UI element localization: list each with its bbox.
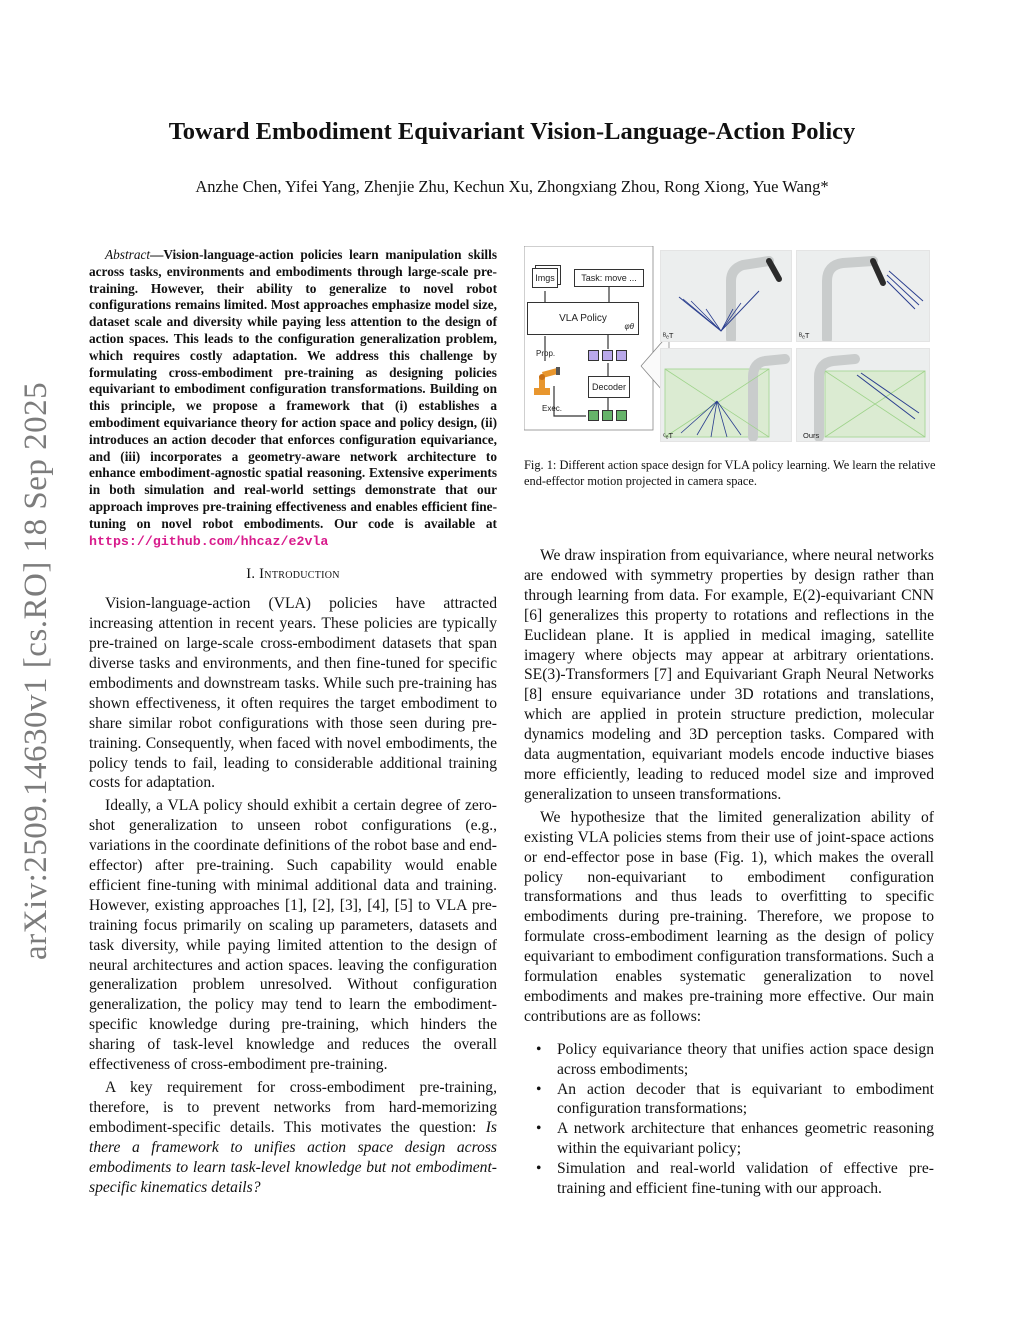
- robot-render: [797, 251, 930, 342]
- intro-paragraph-3-text: A key requirement for cross-embodiment pre-training, therefore, is to prevent networks from hard-memorizing embodiment-specific details. This motivates the question:: [89, 1079, 497, 1136]
- exec-label: Exec.: [542, 404, 563, 413]
- contribution-text: Simulation and real-world validation of effective pre-training and efficient fine-tuning with our approach.: [557, 1160, 934, 1198]
- decoder-box: [588, 376, 630, 398]
- panel-label: ᴮₑT: [799, 331, 810, 340]
- contribution-text: An action decoder that is equivariant to embodiment configuration transformations;: [557, 1080, 934, 1118]
- research-question: Is there a framework to unifies action space design across embodiments to learn task-level knowledge but not embodiment-specific kinematics details?: [89, 1118, 497, 1196]
- contribution-text: Policy equivariance theory that unifies action space design across embodiments;: [557, 1040, 934, 1078]
- bullet-icon: •: [536, 1120, 542, 1138]
- token: [616, 410, 627, 421]
- bullet-icon: •: [536, 1040, 542, 1058]
- left-column: [89, 247, 497, 1200]
- panel-joint-space: [660, 250, 792, 342]
- panel-ee-camera: [660, 348, 792, 442]
- token: [602, 410, 613, 421]
- right-column: [524, 546, 934, 1199]
- panel-ours: [796, 348, 930, 442]
- bullet-icon: •: [536, 1080, 542, 1098]
- token: [588, 410, 599, 421]
- token: [588, 350, 599, 361]
- code-link[interactable]: https://github.com/hhcaz/e2vla: [89, 533, 329, 549]
- bullet-icon: •: [536, 1160, 542, 1178]
- author-list: Anzhe Chen, Yifei Yang, Zhenjie Zhu, Kechun Xu, Zhongxiang Zhou, Rong Xiong, Yue Wang*: [195, 177, 829, 196]
- right-paragraph-1: We draw inspiration from equivariance, where neural networks are endowed with symmetry properties by design rather than through learning from data. For example, E(2)-equivariant CNN [6] generalizes this property to rotations and reflections in the Euclidean plane. It is applied in medical imaging, satellite imagery where objects may appear at arbitrary orientations. SE(3)-Transformers [7] and Equivariant Graph Neural Networks [8] ensure equivariance under 3D rotations and translations, which are applied in protein structure prediction, molecular dynamics modeling and 3D perception tasks. Compared with data augmentation, equivariant models encode inductive biases more efficiently, leading to reduced model size and improved generalization to unseen transformations.: [524, 547, 934, 803]
- panel-ee-base: [796, 250, 930, 342]
- abstract-text: Vision-language-action policies learn manipulation skills across tasks, environments and embodiments through large-scale pre-training. However, their ability to generalize to novel robot configurations remains limited. Most approaches emphasize model size, dataset scale and diversity while paying less attention to the design of action spaces. This leads to the configuration generalization problem, which requires costly adaptation. We address this challenge by formulating cross-embodiment pre-training as designing policies equivariant to embodiment configuration transformations. Building on this principle, we propose a framework that (i) establishes a embodiment equivariance theory for action space and policy design, (ii) introduces an action decoder that enforces configuration equivariance, and (iii) incorporates a geometry-aware network architecture to enhance embodiment-agnostic spatial reasoning. Extensive experiments in both simulation and real-world settings demonstrate that our approach improves pre-training effectiveness and enables efficient fine-tuning on novel robot embodiments. Our code is available at: [89, 247, 497, 531]
- figure-1: [524, 246, 936, 446]
- imgs-label: Imgs: [535, 273, 555, 283]
- list-item: [524, 1119, 934, 1159]
- abstract: [89, 247, 497, 550]
- section-heading-introduction: I. Introduction: [246, 566, 340, 583]
- vla-policy-label: VLA Policy: [559, 313, 607, 324]
- contribution-text: A network architecture that enhances geometric reasoning within the equivariant policy;: [557, 1120, 934, 1158]
- panel-label: ᴮₑT: [663, 331, 674, 340]
- abstract-dash: —: [150, 247, 164, 262]
- prop-label: Prop.: [536, 349, 556, 358]
- abstract-label: Abstract: [105, 247, 151, 262]
- panel-label: ᶜₑT: [663, 431, 674, 440]
- token: [602, 350, 613, 361]
- robot-render: [661, 251, 792, 342]
- list-item: [524, 1080, 934, 1120]
- decoder-label: Decoder: [591, 382, 627, 392]
- panel-label: Ours: [803, 431, 820, 440]
- list-item: [524, 1040, 934, 1080]
- phi-theta-label: φθ: [624, 322, 634, 331]
- right-paragraph-2: We hypothesize that the limited generalization ability of existing VLA policies stems from their use of joint-space actions or end-effector pose in base (Fig. 1), which makes the overall policy non-equivariant to embodiment configuration transformations and thus leads to overfitting to specific embodiments during pre-training. Therefore, we propose to formulate cross-embodiment learning as the design of policy equivariant to embodiment configuration transformations. Such a formulation enables systematic generalization to novel embodiments and makes pre-training more effective. Our main contributions are as follows:: [524, 808, 934, 1025]
- robot-render: [797, 349, 930, 442]
- intro-paragraph-2: Ideally, a VLA policy should exhibit a certain degree of zero-shot generalization to unseen robot configurations (e.g., variations in the coordinate definitions of the robot base and end-effector) after pre-training. Such capability would enable efficient fine-tuning with minimal additional data and training. However, existing approaches [1], [2], [3], [4], [5] to VLA pre-training focus primarily on scaling up parameters, datasets and task diversity, while paying limited attention to the design of neural architectures and action spaces. leaving the configuration generalization problem unresolved. Without configuration generalization, the policy may tend to learn the embodiment-specific knowledge during pre-training, which hinders the sharing of task-level knowledge and reduces the overall effectiveness of cross-embodiment pre-training.: [89, 797, 497, 1074]
- figure-caption: Fig. 1: Different action space design for VLA policy learning. We learn the relative end-effector motion projected in camera space.: [524, 458, 936, 488]
- intro-paragraph-1: Vision-language-action (VLA) policies have attracted increasing attention in recent years. These policies are typically pre-trained on large-scale cross-embodiment datasets that span diverse tasks and environments, and then fine-tuned for specific embodiments and downstream tasks. While such pre-training has shown effectiveness, it often requires the target embodiment to share similar robot configurations with those seen during pre-training. Consequently, when faced with novel embodiments, the policy tends to fail, leading to considerable additional training costs for adaptation.: [89, 595, 497, 792]
- robot-arm-icon: [530, 364, 564, 398]
- contributions-list: [524, 1040, 934, 1199]
- arxiv-identifier: arXiv:2509.14630v1 [cs.RO] 18 Sep 2025: [18, 381, 54, 960]
- token: [616, 350, 627, 361]
- task-label: Task: move ...: [581, 273, 637, 283]
- paper-title: Toward Embodiment Equivariant Vision-Language-Action Policy: [168, 118, 856, 145]
- intro-paragraph-3: [89, 1078, 497, 1197]
- robot-render: [661, 349, 792, 442]
- list-item: [524, 1159, 934, 1199]
